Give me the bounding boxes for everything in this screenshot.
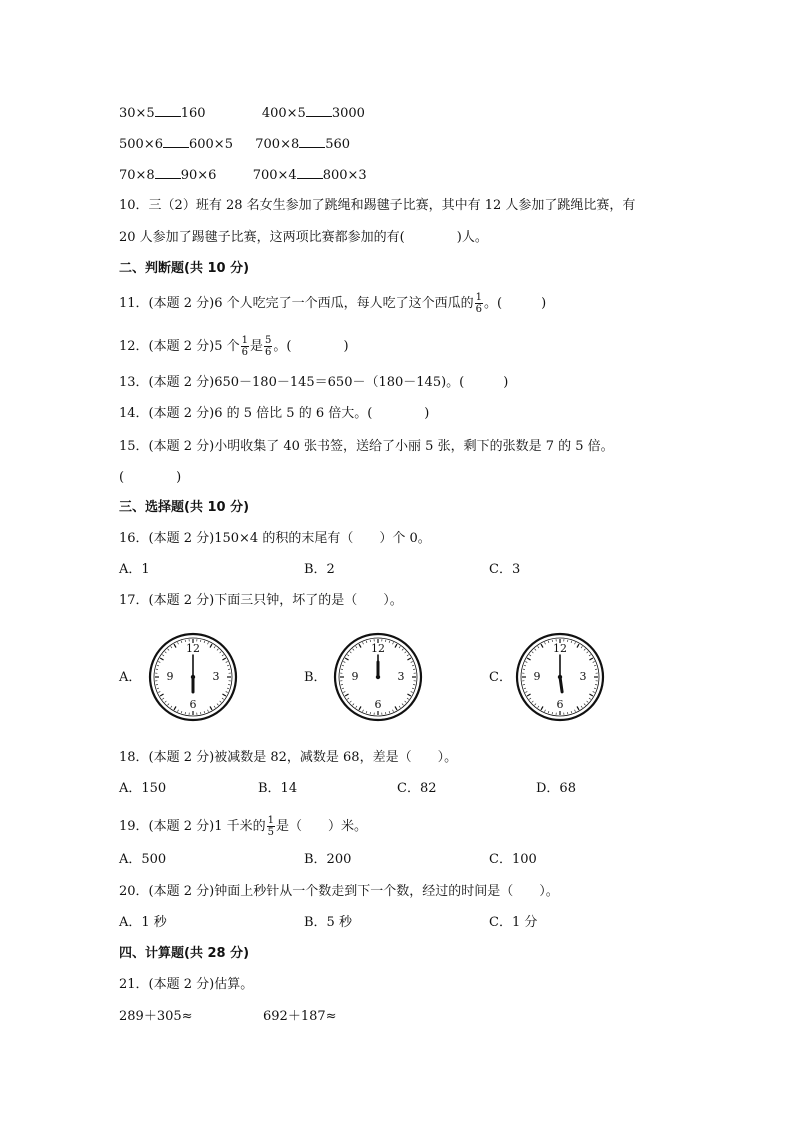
clock-number: 12 — [186, 642, 200, 655]
clock-tick — [359, 644, 361, 647]
clock-tick — [181, 711, 182, 713]
clock-tick — [412, 688, 414, 689]
expr-right: 90×6 — [180, 168, 217, 183]
clock-tick — [171, 706, 172, 708]
clock-tick — [535, 649, 536, 651]
clock-tick — [214, 646, 215, 648]
expr-right: 160 — [180, 106, 206, 121]
clock-tick — [393, 642, 394, 644]
question-12: 12．(本题 2 分)5 个 $\frac{1}{6}$ 是 $\frac{5}{6}$ 。( ) — [119, 335, 349, 358]
clock-tick — [222, 655, 224, 656]
clock-tick — [168, 704, 169, 706]
clock-tick — [589, 694, 592, 696]
clock-tick — [389, 641, 390, 643]
clock-tick — [222, 658, 225, 660]
clock-tick — [363, 710, 364, 712]
section-title-judgement: 二、判断题(共 10 分) — [119, 261, 250, 276]
clock-tick — [407, 655, 409, 656]
clock-tick — [226, 662, 228, 663]
clock-tick — [393, 710, 394, 712]
question-13: 13．(本题 2 分)650－180－145＝650－（180－145)。( ) — [119, 375, 509, 390]
compare-row-3 — [119, 166, 367, 185]
clock-tick — [577, 706, 579, 709]
clock-tick — [220, 701, 222, 702]
option-c[interactable]: C．3 — [489, 562, 521, 577]
clock-tick — [575, 642, 576, 644]
clock-tick — [366, 641, 367, 643]
expr-left: 30×5 — [119, 106, 155, 121]
clock-tick — [168, 649, 169, 651]
clock-tick — [581, 646, 582, 648]
answer-blank[interactable] — [306, 104, 332, 117]
clock-tick — [571, 641, 572, 643]
clock-tick — [342, 688, 344, 689]
clock-tick — [593, 662, 595, 663]
expr-right: 560 — [325, 137, 351, 152]
clock-tick — [541, 644, 543, 647]
clock-tick — [545, 642, 546, 644]
clock-tick — [162, 698, 164, 699]
clock-tick — [571, 711, 572, 713]
clock-tick — [389, 711, 390, 713]
estimate-expression: 289＋305≈ — [119, 1009, 193, 1024]
expr-left: 500×6 — [119, 137, 163, 152]
option-a[interactable]: A．1 — [119, 562, 150, 577]
clock-tick — [529, 698, 531, 699]
question-19: 19．(本题 2 分)1 千米的 $\frac{1}{5}$ 是（ ）米。 — [119, 815, 368, 838]
option-c[interactable]: C．82 — [397, 781, 437, 796]
clock-tick — [345, 658, 348, 660]
fraction: $\frac{1}{5}$ — [267, 815, 274, 838]
clock-tick — [158, 692, 160, 693]
clock-tick — [353, 704, 354, 706]
clock-tick — [402, 649, 403, 651]
clock-tick — [160, 658, 163, 660]
clock-number: 6 — [189, 698, 197, 711]
clock-tick — [157, 665, 159, 666]
clock-tick — [538, 646, 539, 648]
answer-blank[interactable] — [155, 166, 181, 179]
clock-tick — [220, 652, 222, 653]
clock-tick — [343, 692, 345, 693]
clock-tick — [584, 649, 585, 651]
clock-tick — [178, 642, 179, 644]
clock-tick — [581, 706, 582, 708]
option-b[interactable]: B．2 — [304, 562, 335, 577]
clock-tick — [545, 710, 546, 712]
option-c[interactable]: C． — [489, 670, 512, 685]
clock-tick — [217, 704, 218, 706]
compare-row-1 — [119, 104, 365, 123]
clock-number: 6 — [374, 698, 382, 711]
clock-tick — [366, 711, 367, 713]
clock-tick — [178, 710, 179, 712]
clock-tick — [210, 706, 212, 709]
option-b[interactable]: B．5 秒 — [304, 915, 352, 930]
clock-tick — [532, 652, 534, 653]
clock-tick — [226, 692, 228, 693]
question-21: 21．(本题 2 分)估算。 — [119, 977, 254, 992]
clock-tick — [407, 694, 410, 696]
clock-number: 6 — [556, 698, 564, 711]
clock-center — [191, 675, 195, 679]
clock-tick — [525, 662, 527, 663]
question-14: 14．(本题 2 分)6 的 5 倍比 5 的 6 倍大。( ) — [119, 406, 430, 421]
clock-tick — [594, 688, 596, 689]
question-17: 17．(本题 2 分)下面三只钟，坏了的是（ ）。 — [119, 593, 403, 608]
clock-center — [376, 675, 380, 679]
fraction: $\frac{5}{6}$ — [265, 335, 272, 358]
option-a[interactable]: A． — [119, 670, 142, 685]
section-title-calculation: 四、计算题(共 28 分) — [119, 946, 250, 961]
clock-tick — [222, 698, 224, 699]
compare-row-2 — [119, 135, 350, 154]
question-18: 18．(本题 2 分)被减数是 82，减数是 68，差是（ ）。 — [119, 750, 458, 765]
clock-tick — [214, 706, 215, 708]
clock-tick — [350, 652, 352, 653]
option-b[interactable]: B． — [304, 670, 327, 685]
clock-number: 9 — [166, 670, 174, 683]
clock-tick — [158, 662, 160, 663]
answer-blank[interactable] — [297, 166, 323, 179]
clock-number: 3 — [579, 670, 587, 683]
clock-tick — [204, 641, 205, 643]
estimate-expression: 692＋187≈ — [263, 1009, 337, 1024]
clock-a-icon — [148, 632, 238, 722]
clock-tick — [345, 694, 348, 696]
clock-tick — [405, 652, 407, 653]
question-10-line-1: 10．三（2）班有 28 名女生参加了跳绳和踢毽子比赛，其中有 12 人参加了跳绳比赛，有 — [119, 198, 636, 213]
option-b[interactable]: B．200 — [304, 852, 352, 867]
clock-b-icon — [333, 632, 423, 722]
clock-tick — [165, 701, 167, 702]
option-a[interactable]: A．1 秒 — [119, 915, 167, 930]
clock-tick — [204, 711, 205, 713]
clock-c-icon — [515, 632, 605, 722]
answer-blank[interactable] — [299, 135, 325, 148]
clock-number: 3 — [212, 670, 220, 683]
clock-number: 12 — [371, 642, 385, 655]
section-title-choice: 三、选择题(共 10 分) — [119, 500, 250, 515]
clock-tick — [589, 655, 591, 656]
question-11: 11．(本题 2 分)6 个人吃完了一个西瓜，每人吃了这个西瓜的 $\frac{1}{6}$ 。( ) — [119, 292, 547, 315]
clock-tick — [405, 701, 407, 702]
clock-tick — [222, 694, 225, 696]
clock-tick — [356, 706, 357, 708]
expr-left: 70×8 — [119, 168, 155, 183]
question-15-line-1: 15．(本题 2 分)小明收集了 40 张书签，送给了小丽 5 张，剩下的张数是 7 的 5 倍。 — [119, 439, 614, 454]
question-10-line-2: 20 人参加了踢毽子比赛，这两项比赛都参加的有( )人。 — [119, 230, 488, 245]
clock-tick — [363, 642, 364, 644]
option-b[interactable]: B．14 — [258, 781, 298, 796]
clock-tick — [524, 688, 526, 689]
clock-tick — [407, 658, 410, 660]
fraction: $\frac{1}{6}$ — [241, 335, 248, 358]
clock-tick — [227, 688, 229, 689]
clock-tick — [594, 665, 596, 666]
clock-tick — [347, 698, 349, 699]
expr-right: 600×5 — [188, 137, 233, 152]
clock-tick — [356, 646, 357, 648]
clock-tick — [399, 646, 400, 648]
clock-tick — [162, 655, 164, 656]
clock-tick — [217, 649, 218, 651]
clock-tick — [181, 641, 182, 643]
expr-right: 3000 — [331, 106, 365, 121]
clock-tick — [208, 642, 209, 644]
clock-tick — [227, 665, 229, 666]
expr-left: 400×5 — [261, 106, 306, 121]
clock-tick — [210, 644, 212, 647]
clock-tick — [584, 704, 585, 706]
expr-left: 700×4 — [252, 168, 297, 183]
option-a[interactable]: A．500 — [119, 852, 167, 867]
clock-tick — [165, 652, 167, 653]
clock-tick — [342, 665, 344, 666]
option-c[interactable]: C．100 — [489, 852, 537, 867]
clock-tick — [353, 649, 354, 651]
clock-tick — [541, 706, 543, 709]
clock-tick — [589, 698, 591, 699]
clock-number: 9 — [351, 670, 359, 683]
clock-tick — [589, 658, 592, 660]
clock-tick — [160, 694, 163, 696]
fraction: $\frac{1}{6}$ — [475, 292, 482, 315]
clock-tick — [527, 694, 530, 696]
expr-right: 800×3 — [322, 168, 367, 183]
question-15-line-2: ( ) — [119, 470, 182, 485]
clock-tick — [524, 665, 526, 666]
clock-tick — [174, 644, 176, 647]
clock-tick — [347, 655, 349, 656]
option-d[interactable]: D．68 — [536, 781, 576, 796]
option-a[interactable]: A．150 — [119, 781, 167, 796]
clock-tick — [412, 665, 414, 666]
clock-tick — [402, 704, 403, 706]
question-20: 20．(本题 2 分)钟面上秒针从一个数走到下一个数，经过的时间是（ ）。 — [119, 884, 559, 899]
clock-tick — [548, 711, 549, 713]
clock-hour-hand — [560, 677, 562, 692]
clock-tick — [532, 701, 534, 702]
clock-tick — [399, 706, 400, 708]
clock-tick — [535, 704, 536, 706]
expr-left: 700×8 — [255, 137, 300, 152]
clock-tick — [395, 706, 397, 709]
clock-center — [558, 675, 562, 679]
clock-tick — [411, 662, 413, 663]
clock-tick — [577, 644, 579, 647]
clock-number: 3 — [397, 670, 405, 683]
clock-tick — [548, 641, 549, 643]
clock-tick — [395, 644, 397, 647]
clock-tick — [174, 706, 176, 709]
clock-number: 12 — [553, 642, 567, 655]
clock-tick — [529, 655, 531, 656]
clock-tick — [411, 692, 413, 693]
clock-tick — [575, 710, 576, 712]
clock-tick — [359, 706, 361, 709]
option-c[interactable]: C．1 分 — [489, 915, 538, 930]
clock-tick — [538, 706, 539, 708]
clock-number: 9 — [533, 670, 541, 683]
clock-tick — [407, 698, 409, 699]
answer-blank[interactable] — [155, 104, 181, 117]
clock-tick — [587, 652, 589, 653]
clock-tick — [525, 692, 527, 693]
clock-tick — [587, 701, 589, 702]
clock-tick — [343, 662, 345, 663]
clock-tick — [350, 701, 352, 702]
clock-tick — [171, 646, 172, 648]
question-16: 16．(本题 2 分)150×4 的积的末尾有（ ）个 0。 — [119, 531, 431, 546]
clock-tick — [527, 658, 530, 660]
clock-tick — [208, 710, 209, 712]
answer-blank[interactable] — [163, 135, 189, 148]
clock-tick — [157, 688, 159, 689]
clock-tick — [593, 692, 595, 693]
